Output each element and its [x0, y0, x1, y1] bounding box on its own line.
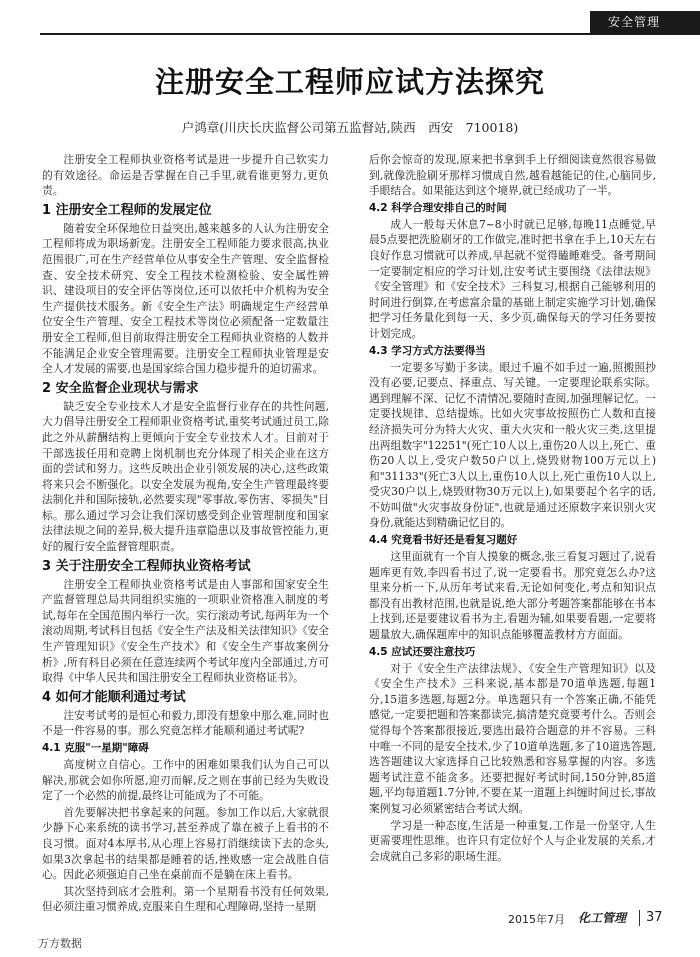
right-column [369, 152, 656, 892]
subsection-heading: 4.3 学习方式方法要得当 [369, 344, 486, 357]
subsection-heading: 4.2 科学合理安排自己的时间 [369, 201, 507, 214]
body-paragraph: 注册安全工程师执业资格考试是进一步提升自己软实力的有效途径。命运是否掌握在自己手里,就看谁更努力,更负责。 [42, 153, 329, 198]
body-paragraph: 注册安全工程师执业资格考试是由人事部和国家安全生产监督管理总局共同组织实施的一项职业资格准入制度的考试,每年在全国范围内举行一次。实行滚动考试,每两年为一个滚动周期,考试科目包括《安全生产法及相关法律知识》《安全生产管理知识》《安全生产技术》和《安全生产事故案例分析》,所有科目必须在任意连续两个考试年度内全部通过,方可取得《中华人民共和国注册安全工程师执业资格证书》。 [42, 577, 329, 685]
section-heading: 4 如何才能顺利通过考试 [42, 689, 186, 705]
page-footer [0, 909, 700, 929]
body-paragraph: 注安考试考的是恒心和毅力,即没有想象中那么难,同时也不是一件容易的事。那么究竟怎样才能顺利通过考试呢? [42, 708, 329, 738]
body-paragraph: 首先要解决把书拿起来的问题。参加工作以后,大家就很少静下心来系统的读书学习,甚至养成了靠在被子上看书的不良习惯。面对4本厚书,从心理上容易打消继续读下去的念头,如果3次拿起书的结果都是睡着的话,挫败感一定会战胜自信心。因此必须强迫自己坐在桌前而不是躺在床上看书。 [42, 805, 329, 882]
left-column [42, 152, 329, 914]
article-title: 注册安全工程师应试方法探究 [154, 65, 545, 99]
journal-logo: 化工管理 [578, 911, 627, 925]
page-number: 37 [646, 910, 663, 925]
body-paragraph: 对于《安全生产法律法规》、《安全生产管理知识》以及《安全生产技术》三科来说,基本都是70道单选题,每题1分,15道多选题,每题2分。单选题只有一个答案正确,不能凭感觉,一定要把题和答案都读完,搞清楚究竟要考什么。否则会觉得每个答案都很接近,要选出最符合题意的并不容易。三科中唯一不同的是安全技术,少了10道单选题,多了10道选答题,选答题建议大家选择自己比较熟悉和容易掌握的内容。多选题考试注意不能贪多。还要把握好考试时间,150分钟,85道题,平均每道题1.7分钟,不要在某一道题上纠缠时间过长,事故案例复习必须紧密结合考试大纲。 [369, 661, 656, 815]
footer-date: 2015年7月 [508, 913, 565, 926]
body-paragraph: 随着安全环保地位日益突出,越来越多的人认为注册安全工程师将成为职场新宠。注册安全工程师能力要求很高,执业范围很广,可在生产经营单位从事安全生产管理、安全监督检查、安全技术研究、安全工程技术检测检验、安全属性辨识、建设项目的安全评估等岗位,还可以依托中介机构为安全生产提供技术服务。新《安全生产法》明确规定生产经营单位安全生产管理、安全工程技术等岗位必须配备一定数量注册安全工程师,但目前取得注册安全工程师执业资格的人数并不能满足企业安全管理需要。注册安全工程师执业管理是安全人才发展的需要,也是国家综合国力稳步提升的迫切需求。 [42, 221, 329, 376]
section-heading: 2 安全监督企业现状与需求 [42, 380, 199, 396]
section-heading: 1 注册安全工程师的发展定位 [42, 202, 212, 218]
body-paragraph: 成人一般每天休息7~8小时就已足够,每晚11点睡觉,早晨5点要把洗脸刷牙的工作做完,准时把书拿在手上,10天左右良好作息习惯就可以养成,早起就不觉得瞌睡难受。备考期间一定要制定相应的学习计划,注安考试主要围绕《法律法规》《安全管理》和《安全技术》三科复习,根据自己能够利用的时间进行倒算,在考虑富余量的基础上制定实施学习计划,确保把学习任务量化到每一天、多少页,确保每天的学习任务要按计划完成。 [369, 217, 656, 340]
body-paragraph: 后你会惊奇的发现,原来把书拿到手上仔细阅读竟然很容易做到,就像洗脸刷牙那样习惯成自然,越看越能记的住,心脑同步,手眼结合。如果能达到这个境界,就已经成功了一半。 [369, 153, 656, 198]
body-paragraph: 缺乏安全专业技术人才是安全监督行业存在的共性问题,大力倡导注册安全工程师职业资格考试,重奖考试通过员工,除此之外从薪酬结构上更倾向于安全专业技术人才。目前对于干部选拔任用和竞聘上岗机制也充分体现了相关企业在这方面的尝试和努力。这些反映出企业引领发展的决心,这些政策将来只会不断强化。以安全发展为视角,安全生产管理最终要法制化并和国际接轨,必然要实现"零事故,零伤害、零损失"目标。那么通过学习会让我们深切感受到企业管理制度和国家法律法规之间的差异,极大提升违章隐患以及事故管控能力,更好的履行安全监督管理职责。 [42, 399, 329, 554]
body-paragraph: 学习是一种态度,生活是一种重复,工作是一份坚守,人生更需要理性思维。也许只有定位好个人与企业发展的关系,才会成就自己多彩的职场生涯。 [369, 818, 656, 863]
subsection-heading: 4.5 应试还要注意技巧 [369, 645, 476, 658]
body-paragraph: 一定要多写勤于多读。眼过千遍不如手过一遍,照搬照抄没有必要,记要点、择重点、写关键。一定要理论联系实际。遇到理解不深、记忆不清情况,要随时查阅,加强理解记忆。一定要找规律、总结提炼。比如火灾事故按照伤亡人数和直接经济损失可分为特大火灾、重大火灾和一般火灾三类,这里提出两组数字"12251"(死亡10人以上,重伤20人以上,死亡、重伤20人以上,受灾户数50户以上,烧毁财物100万元以上)和"31133"(死亡3人以上,重伤10人以上,死亡重伤10人以上,受灾30户以上,烧毁财物30万元以上),如果要起个名字的话,不妨叫做"火灾事故身份证",也就是通过还原数字来识别火灾身份,就能达到精确记忆目的。 [369, 360, 656, 530]
subsection-heading: 4.1 克服"一星期"障碍 [42, 742, 149, 754]
body-paragraph: 这里面就有一个盲人摸象的概念,张三看复习题过了,说看题库更有效,李四看书过了,说一定要看书。那究竟怎么办?这里来分析一下,从历年考试来看,无论如何变化,考点和知识点都没有出教材范围,也就是说,绝大部分考题答案都能够在书本上找到,还是要建议看书为主,看题为辅,如果要看题,一定要将题量放大,确保题库中的知识点能够覆盖教材方方面面。 [369, 550, 656, 642]
subsection-heading: 4.4 究竟看书好还是看复习题好 [369, 534, 518, 547]
author-line: 户鸿章(川庆长庆监督公司第五监督站,陕西 西安 710018) [181, 120, 519, 135]
header-rule [40, 33, 700, 35]
body-paragraph: 高度树立自信心。工作中的困难如果我们认为自己可以解决,那就会如你所愿,迎刃而解,反之则在事前已经为失败设定了一个必然的前提,最终让可能成为了不可能。 [42, 758, 329, 803]
section-tag: 安全管理 [590, 11, 700, 33]
body-paragraph: 其次坚持到底才会胜利。第一个星期看书没有任何效果,但必须注重习惯养成,克服来自生理和心理障碍,坚持一星期 [42, 884, 329, 914]
section-heading: 3 关于注册安全工程师执业资格考试 [42, 558, 251, 574]
watermark-text: 万方数据 [38, 937, 82, 950]
footer-divider [639, 910, 640, 926]
